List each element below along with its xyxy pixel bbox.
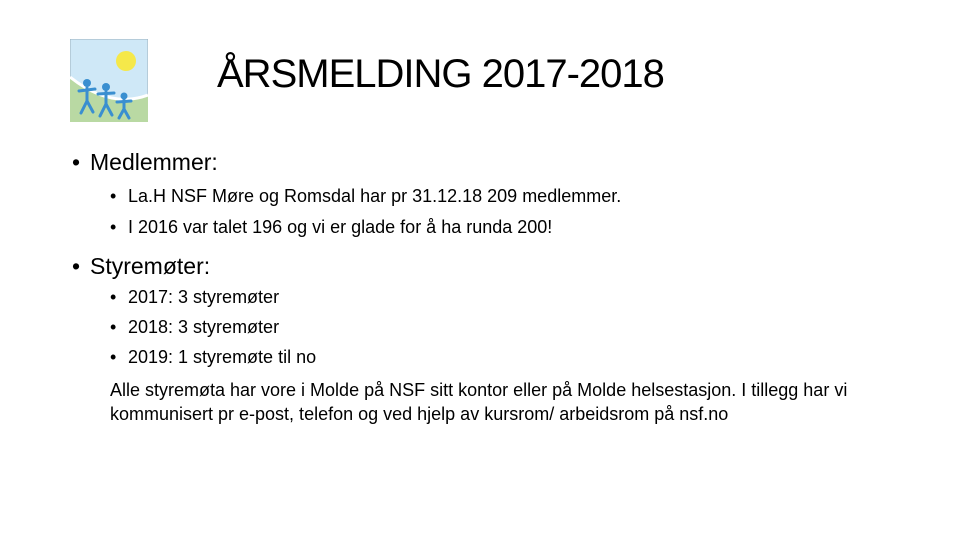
- section-heading-label: Medlemmer:: [90, 149, 218, 175]
- list-item-text: I 2016 var talet 196 og vi er glade for å ha runda 200!: [128, 217, 553, 237]
- bullet: •: [110, 347, 117, 367]
- children-sun-logo-icon: [70, 39, 148, 122]
- list-item: [110, 317, 279, 338]
- bullet: •: [72, 253, 81, 279]
- bullet: •: [110, 217, 117, 237]
- page-title: ÅRSMELDING 2017-2018: [217, 52, 664, 96]
- list-item-text: La.H NSF Møre og Romsdal har pr 31.12.18 209 medlemmer.: [128, 186, 622, 206]
- list-item: [110, 186, 621, 207]
- list-item-text: 2019: 1 styremøte til no: [128, 347, 317, 367]
- bullet: •: [110, 317, 117, 337]
- bullet: •: [72, 149, 81, 175]
- list-item: [110, 347, 316, 368]
- list-item: [110, 287, 279, 308]
- bullet: •: [110, 186, 117, 206]
- section-heading-styremoter: [72, 253, 210, 280]
- list-item: [110, 217, 552, 238]
- bullet: •: [110, 287, 117, 307]
- list-item-text: 2018: 3 styremøter: [128, 317, 280, 337]
- section-heading-label: Styremøter:: [90, 253, 211, 279]
- meeting-location-paragraph: Alle styremøta har vore i Molde på NSF sitt kontor eller på Molde helsestasjon. I tillegg har vi kommunisert pr e-post, telefon og ved hjelp av kursrom/ arbeidsrom på nsf.no: [110, 380, 848, 424]
- section-heading-medlemmer: [72, 149, 218, 176]
- list-item-text: 2017: 3 styremøter: [128, 287, 280, 307]
